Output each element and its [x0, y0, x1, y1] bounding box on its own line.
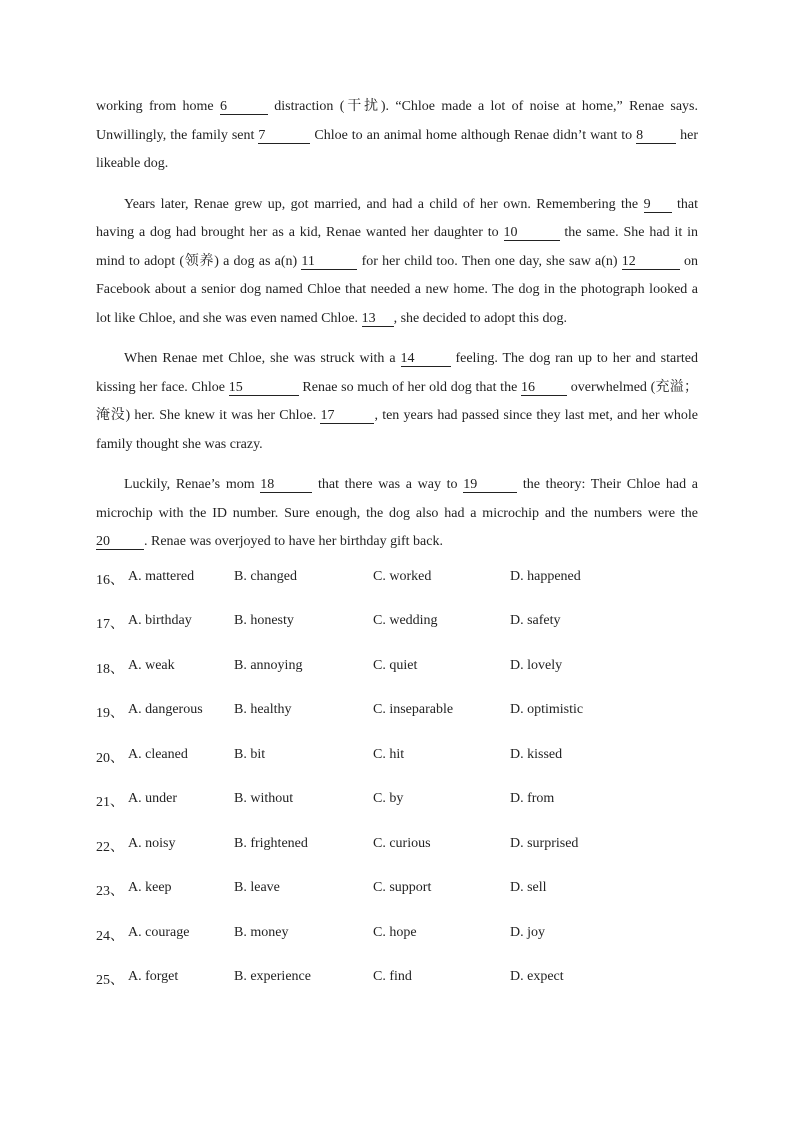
question-row [96, 747, 698, 792]
question-list [96, 569, 698, 1014]
passage-text: the same. She had it in mind to adopt (领养) a dog as a(n) [96, 225, 702, 269]
option-b: B. money [234, 924, 289, 940]
option-a: A. keep [128, 880, 172, 895]
passage-paragraph [96, 345, 702, 459]
option-d: D. sell [510, 880, 547, 895]
option-b: B. bit [234, 746, 266, 762]
passage-text: Years later, Renae grew up, got married, and had a child of her own. Remembering the [124, 196, 644, 212]
option-a: A. forget [128, 969, 179, 984]
option-b: B. annoying [234, 657, 303, 673]
option-a: A. birthday [128, 613, 192, 628]
passage-text: Chloe to an animal home although Renae didn’t want to [310, 127, 637, 143]
passage-text: . Renae was overjoyed to have her birthday gift back. [144, 534, 443, 549]
option-a: A. weak [128, 657, 175, 673]
option-b: B. healthy [234, 702, 292, 717]
option-d: D. surprised [510, 835, 579, 851]
option-b: B. changed [234, 568, 297, 584]
question-number: 19、 [96, 706, 124, 721]
blank-6: 6 [220, 99, 268, 115]
question-number: 20、 [96, 750, 124, 766]
question-row [96, 791, 698, 836]
passage-text: overwhelmed (充溢；淹没) her. She knew it was her Chloe. [96, 379, 698, 423]
passage-text: the theory: Their Chloe had a microchip with the ID number. Sure enough, the dog also had a microchip and the numbers were the [96, 477, 702, 521]
option-a: A. dangerous [128, 702, 203, 717]
blank-19: 19 [463, 477, 517, 493]
option-d: D. from [510, 791, 555, 806]
blank-18: 18 [260, 477, 312, 493]
blank-17: 17 [320, 408, 374, 424]
blank-13: 13 [362, 311, 394, 327]
blank-8: 8 [636, 128, 676, 144]
question-number: 17、 [96, 617, 124, 632]
question-number: 16、 [96, 572, 124, 588]
document-page [96, 93, 702, 1014]
passage-text: , she decided to adopt this dog. [393, 310, 567, 326]
blank-14: 14 [401, 351, 451, 367]
option-c: C. quiet [373, 657, 418, 673]
option-a: A. cleaned [128, 746, 188, 762]
passage-text: , ten years had passed since they last met, and her whole family thought she was crazy. [96, 408, 702, 452]
passage-text: that having a dog had brought her as a kid, Renae wanted her daughter to [96, 196, 702, 240]
question-number: 22、 [96, 839, 124, 855]
passage-text: her likeable dog. [96, 127, 702, 171]
option-b: B. leave [234, 880, 280, 895]
option-a: A. courage [128, 924, 190, 940]
passage-text: distraction (干扰). “Chloe made a lot of noise at home,” Renae says. Unwillingly, the family sent [96, 99, 702, 143]
passage-paragraph [96, 93, 702, 179]
question-number: 21、 [96, 795, 124, 810]
option-a: A. noisy [128, 835, 176, 851]
question-number: 23、 [96, 884, 124, 899]
question-row [96, 613, 698, 658]
option-c: C. find [373, 969, 412, 984]
blank-9: 9 [644, 197, 672, 213]
option-d: D. lovely [510, 657, 563, 673]
question-row [96, 880, 698, 925]
option-b: B. experience [234, 969, 311, 984]
option-c: C. wedding [373, 613, 438, 628]
question-row [96, 969, 698, 1014]
option-b: B. frightened [234, 835, 308, 851]
question-row [96, 702, 698, 747]
option-d: D. joy [510, 924, 545, 940]
option-c: C. worked [373, 568, 432, 584]
blank-16: 16 [521, 380, 567, 396]
option-b: B. honesty [234, 613, 294, 628]
option-a: A. mattered [128, 568, 195, 584]
option-b: B. without [234, 791, 294, 806]
passage-paragraph [96, 191, 702, 334]
passage-text: Luckily, Renae’s mom [124, 477, 261, 492]
blank-20: 20 [96, 534, 144, 550]
question-number: 24、 [96, 928, 124, 944]
blank-12: 12 [622, 254, 680, 270]
option-c: C. by [373, 791, 404, 806]
option-c: C. hit [373, 746, 405, 762]
passage-text: on Facebook about a senior dog named Chloe that needed a new home. The dog in the photograph looked a lot like Chloe, and she was even named Chloe. [96, 253, 702, 326]
passage-text: feeling. The dog ran up to her and started kissing her face. Chloe [96, 351, 702, 395]
option-c: C. support [373, 880, 432, 895]
option-d: D. safety [510, 613, 561, 628]
question-row [96, 658, 698, 703]
passage-text: When Renae met Chloe, she was struck with a [124, 351, 401, 366]
question-row [96, 836, 698, 881]
option-d: D. kissed [510, 746, 563, 762]
blank-11: 11 [301, 254, 357, 270]
question-number: 25、 [96, 973, 124, 988]
question-row [96, 569, 698, 614]
blank-10: 10 [504, 225, 560, 241]
option-c: C. inseparable [373, 702, 454, 717]
cloze-passage [96, 93, 702, 557]
question-number: 18、 [96, 661, 124, 677]
option-c: C. hope [373, 924, 417, 940]
passage-text: that there was a way to [312, 477, 464, 492]
passage-text: working from home [96, 99, 220, 114]
option-d: D. expect [510, 969, 564, 984]
option-a: A. under [128, 791, 177, 806]
option-c: C. curious [373, 835, 431, 851]
blank-15: 15 [229, 380, 299, 396]
option-d: D. optimistic [510, 702, 584, 717]
option-d: D. happened [510, 568, 581, 584]
blank-7: 7 [258, 128, 310, 144]
passage-text: Renae so much of her old dog that the [298, 379, 522, 395]
passage-text: for her child too. Then one day, she saw a(n) [357, 253, 622, 269]
passage-paragraph [96, 471, 702, 557]
question-row [96, 925, 698, 970]
